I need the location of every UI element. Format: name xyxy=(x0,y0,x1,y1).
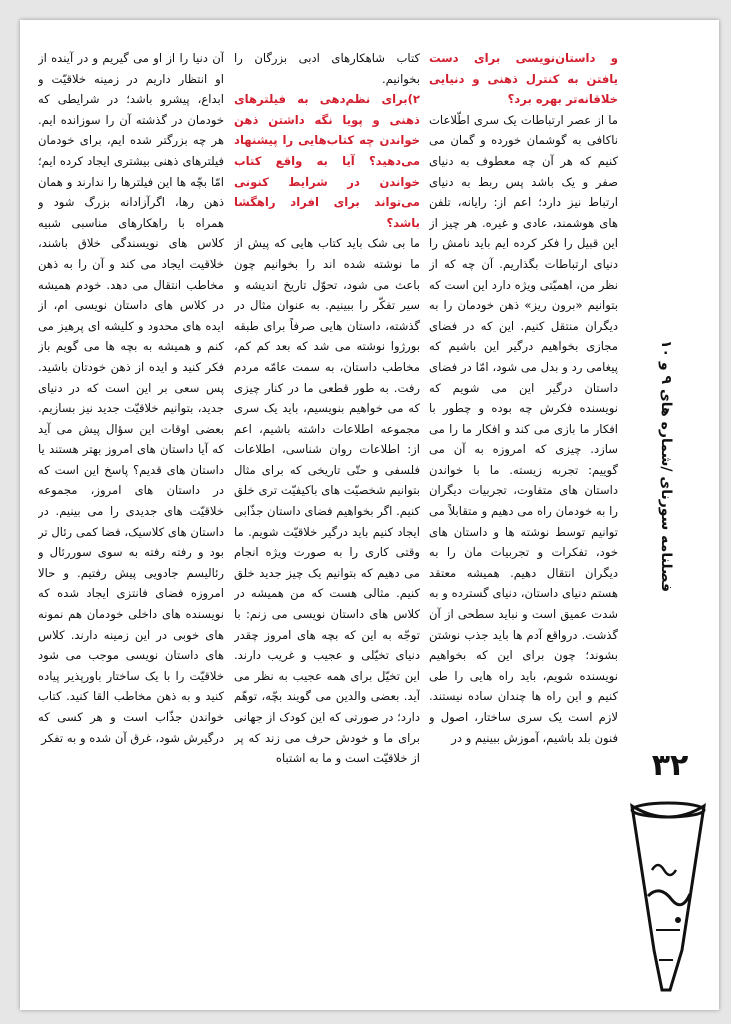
magazine-page xyxy=(20,20,719,1010)
column-middle-body: ما بی شک باید کتاب هایی که پیش از ما نوشته شده اند را بخوانیم چون باعث می شود، تحوّل تاریخ اندیشه و سیر تفکّر را ببینیم. به عنوان مثال در گذشته، داستان هایی صرفاً برای طبقه بورژوا نوشته می شد که بعد کم کم، مخاطب داستان، به سمت عامّه مردم رفت. به طور قطعی ما در کنار چیزی که می خواهیم بنویسیم، باید یک سری مجموعه اطلاعات داشته باشیم، اعم از: اطلاعات روان شناسی، اطلاعات فلسفی و حتّی تاریخی که برای مثال بتوانیم شخصیّت های باکیفیّت تری خلق کنیم. اگر بخواهیم فضای داستان جذّابی ایجاد کنیم باید درگیر خلاقیّت شویم. ما وقتی کاری را به صورت ویژه انجام می دهیم که بتوانیم یک چیز جدید خلق کنیم. مثالی هست که من همیشه در کلاس های داستان نویسی می زنم: با توجّه به این که بچه های امروز چقدر دنیای تخیّلی و عجیب و غریب دارند. این تخیّل برای همه عجیب به نظر می آید. بعضی والدین می گویند بچّه، توهّم دارد؛ در صورتی که این کودک از جهانی برای ما و خودش حرف می زند که پر از خلاقیّت است و ما به اشتباه xyxy=(234,236,420,766)
text-column-left xyxy=(38,48,224,984)
column-left-body: آن دنیا را از او می گیریم و در آینده از او انتظار داریم در زمینه خلاقیّت و ابداع، پیشرو باشد؛ در شرایطی که خودمان در گذشته آن را سوزانده ایم. هر چه بزرگتر شده ایم، برای خودمان فیلترهای ذهنی بیشتری ایجاد کرده ایم؛ امّا بچّه ها این فیلترها را ندارند و همان ذهن رها، اگرآزادانه بزرگ شود و همراه با راهکارهای مناسبی شبیه کلاس های نویسندگی خلاق باشند، خلاقیت ایجاد می کند و آن را به ذهن مخاطب انتقال می دهد. خودم همیشه در کلاس های داستان نویسی ام، از ایده های محدود و کلیشه ای پرهیز می کنم و همیشه به بچه ها می گویم باز فکر کنید و ایده از ذهن خودتان باشید. پس سعی بر این است که در دنیای جدید، بتوانیم خلاقیّت جدید نیز بسازیم. بعضی اوقات این سؤال پیش می آید که آیا داستان های امروز بهتر هستند یا داستان های قدیم؟ پاسخ این است که در داستان های امروز، مجموعه خلاقیّت های جدیدی را می بینیم. در داستان های کلاسیک، فضا کمی رئال تر بود و رفته رفته به سوی سوررئال و رئالیسم جادویی پیش رفتیم. و حالا امروزه فضای فانتزی ایجاد شده که نویسنده های داخلی خودمان هم نمونه های خوبی در این زمینه دارند. کلاس های داستان نویسی موجب می شود خلاقیّت را با یک ساختار باورپذیر پیاده کنید و به ذهن مخاطب القا کنید. کتاب خواندن جذّاب است و هر کسی که درگیرش شود، غرق آن شده و به تفکر xyxy=(38,51,224,745)
issue-title: فصلنامه سورنای /شماره های ۹ و ۱۰ xyxy=(658,340,674,592)
page-sidebar xyxy=(630,20,719,1010)
column-right-body: ما از عصر ارتباطات یک سری اطّلاعات ناکافی به گوشمان خورده و گمان می کنیم که هر آن چه معطوف به دنیای صفر و یک باشد پس ربط به دنیای ارتباط نیز دارد؛ اعم از: رایانه، تلفن های هوشمند، عادی و غیره. هر چیز از این قبیل را فکر کرده ایم باید نامش را دنیای ارتباطات بگذاریم. آن چه که از نظر من، اهمیّتی ویژه دارد این است که بتوانیم «برون ریز» ذهن خودمان را به دیگران منتقل کنیم. این که در فضای مجازی بخواهیم درگیر این باشیم که پیغامی رد و بدل می شود، امّا در فضای داستان درگیر این می شویم که نویسنده فکرش چه بوده و چطور با افکار ما بازی می کند و افکار ما را می سازد. چیزی که امروزه به آن می گوییم: تجربه زیسته. ما با خواندن داستان های متفاوت، تجربیات دیگران را به خودمان راه می دهیم و متقابلاً می توانیم توسط نوشته ها و داستان های خود، تفکرات و تجربیات مان را به دیگران انتقال دهیم. همیشه معتقد هستم دنیای داستان، دنیای گسترده و به شدت عمیق است و نباید سطحی از آن گذشت. درواقع آدم ها باید جذب نوشتن بشوند؛ چون برای این که بخواهیم نویسنده شویم، باید راه هایی را طی کنیم و این راه ها چندان ساده نیستند. لازم است یک سری ساختار، اصول و فنون بلد باشیم، آموزش ببینیم و در xyxy=(429,112,618,745)
text-column-right xyxy=(429,48,618,984)
interview-question-2: ۲)برای نظم‌دهی به فیلترهای ذهنی و پویا نگه داشتن ذهن خواندن چه کتاب‌هایی را پیشنهاد می‌دهید؟ آیا به واقع کتاب خواندن در شرایط کنونی می‌تواند برای افراد راهگشا باشد؟ xyxy=(234,92,420,230)
interview-question-1-tail: و داستان‌نویسی برای دست یافتن به کنترل ذهنی و دنیایی خلاقانه‌تر بهره برد؟ xyxy=(429,51,618,107)
text-column-middle xyxy=(234,48,420,984)
page-number: ۳۲ xyxy=(651,748,689,783)
column-middle-intro: کتاب شاهکارهای ادبی بزرگان را بخوانیم. xyxy=(234,51,420,86)
sorna-horn-logo-icon xyxy=(626,800,710,996)
